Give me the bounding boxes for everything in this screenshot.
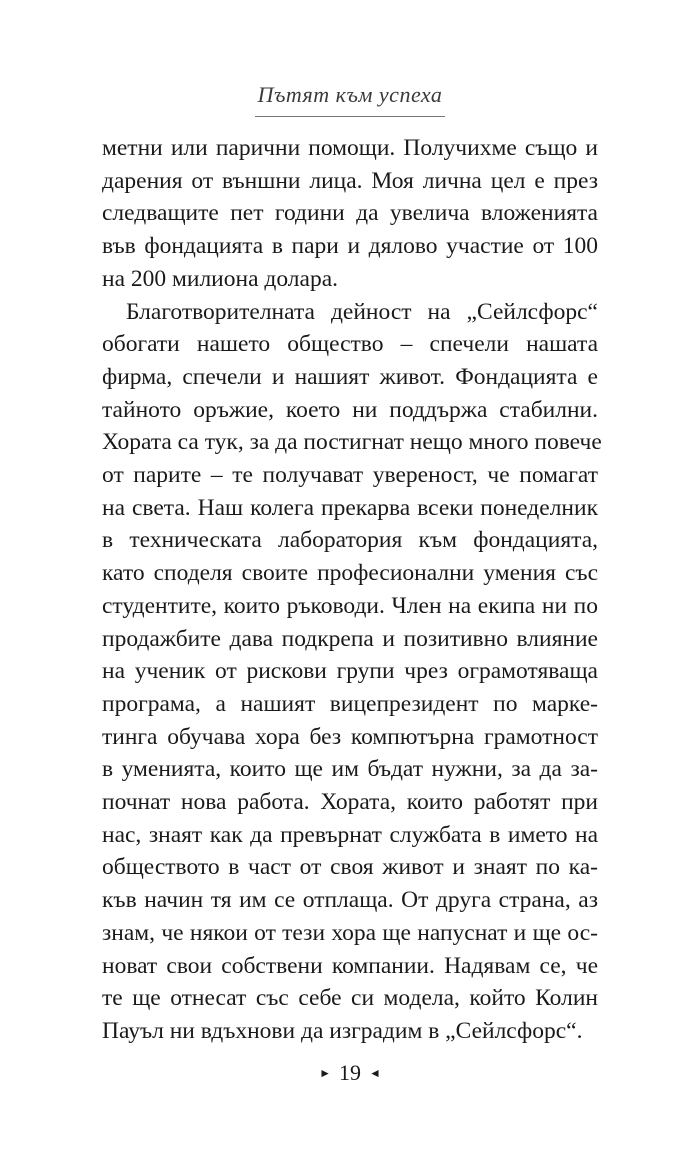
left-pointer-icon: ◄ [369,1066,381,1080]
text-line: нас, знаят как да превърнат службата в името на [102,821,598,848]
text-line: на света. Наш колега прекарва всеки понеделник [102,494,598,521]
text-line: от парите – те получават увереност, че помагат [102,462,598,489]
body-text [102,132,602,1048]
text-line: като споделя своите професионални умения със [102,560,598,587]
page-footer [0,1060,700,1086]
page-number: 19 [339,1060,361,1085]
text-line: в техническата лаборатория към фондацията, [102,527,598,554]
text-line: следващите пет години да увелича вложенията [102,200,598,227]
text-line: Хората са тук, за да постигнат нещо много повече [102,429,602,456]
text-line: продажбите дава подкрепа и позитивно влияние [102,625,598,652]
text-line: на 200 милиона долара. [102,265,338,292]
text-line: те ще отнесат със себе си модела, който Колин [102,985,598,1012]
text-line: обществото в част от своя живот и знаят по ка- [102,854,598,881]
text-line: тинга обучава хора без компютърна грамотност [102,723,598,750]
text-line: почнат нова работа. Хората, които работят при [102,789,598,816]
text-line: фирма, спечели и нашият живот. Фондацията е [102,363,598,390]
text-line: знам, че някои от тези хора ще напуснат и ще ос- [102,919,598,946]
text-line: на ученик от рискови групи чрез ограмотяваща [102,658,598,685]
paragraph-first-line: Благотворителната дейност на „Сейлсфорс“ [126,298,598,325]
text-line: дарения от външни лица. Моя лична цел е през [102,167,598,194]
right-pointer-icon: ► [319,1066,331,1080]
text-line: метни или парични помощи. Получихме също и [102,135,598,161]
header-rule [255,116,445,117]
text-line: къв начин тя им се отплаща. От друга страна, аз [102,887,598,914]
text-line: новат свои собствени компании. Надявам се, че [102,952,598,979]
text-line: във фондацията в пари и дялово участие от 100 [102,233,598,260]
text-line: програма, а нашият вицепрезидент по марке- [102,690,598,717]
text-line: тайното оръжие, което ни поддържа стабилни. [102,396,598,423]
text-line: обогати нашето общество – спечели нашата [102,331,598,358]
text-line: студентите, които ръководи. Член на екипа ни по [102,592,598,619]
text-line: в уменията, които ще им бъдат нужни, за да за- [102,756,598,783]
running-header-title: Пътят към успеха [257,82,443,107]
text-line: Пауъл ни вдъхнови да изградим в „Сейлсфорс“. [102,1017,583,1044]
